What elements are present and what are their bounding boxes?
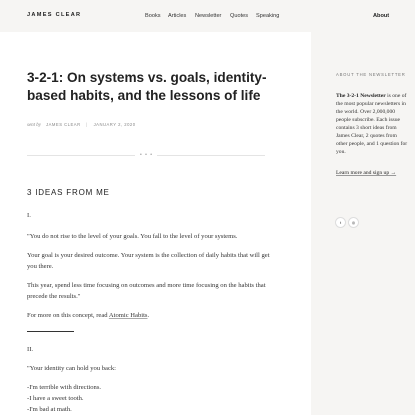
- idea-2-paragraph-1: "Your identity can hold you back:: [27, 365, 117, 372]
- sent-by-label: sent by: [27, 123, 42, 128]
- site-logo[interactable]: JAMES CLEAR: [27, 12, 82, 18]
- nav-quotes[interactable]: Quotes: [230, 13, 249, 19]
- sidebar-heading: ABOUT THE NEWSLETTER: [336, 72, 406, 77]
- divider-line-right: [157, 155, 265, 156]
- instagram-icon[interactable]: ◎: [348, 217, 359, 228]
- idea-1-paragraph-2: Your goal is your desired outcome. Your system is the collection of daily habits that will get you there.: [27, 252, 270, 270]
- section-divider: [27, 152, 265, 158]
- atomic-habits-link[interactable]: Atomic Habits: [108, 312, 148, 319]
- idea-1-numeral: I.: [27, 212, 31, 219]
- idea-2-list-item-2: -I have a sweet tooth.: [27, 395, 84, 402]
- nav-about[interactable]: About: [373, 13, 390, 19]
- author-name[interactable]: JAMES CLEAR: [46, 122, 81, 127]
- idea-2-list-item-1: -I'm terrible with directions.: [27, 384, 102, 391]
- divider-dots: • • •: [140, 152, 154, 158]
- idea-2-numeral: II.: [27, 346, 34, 353]
- newsletter-description: [336, 92, 409, 156]
- sidebar: [311, 32, 415, 415]
- article-title: 3-2-1: On systems vs. goals, identity-based habits, and the lessons of life: [27, 70, 267, 103]
- learn-more-link[interactable]: Learn more and sign up →: [336, 170, 397, 176]
- idea-1-paragraph-3: This year, spend less time focusing on outcomes and more time focusing on the habits that precede the results.": [27, 282, 266, 300]
- newsletter-name: The 3-2-1 Newsletter: [336, 93, 386, 99]
- meta-separator: |: [86, 122, 88, 127]
- read-more-suffix: .: [147, 312, 150, 319]
- idea-divider: [27, 331, 74, 332]
- nav-articles[interactable]: Articles: [168, 13, 187, 19]
- idea-1-paragraph-1: "You do not rise to the level of your goals. You fall to the level of your systems.: [27, 233, 238, 240]
- nav-newsletter[interactable]: Newsletter: [195, 13, 222, 19]
- newsletter-description-text: is one of the most popular newsletters in the world. Over 2,000,000 people subscribe. Each issue contains 3 short ideas from James Clear, 2 quotes from other people, and 1 question for you.: [336, 93, 408, 155]
- read-more-prefix: For more on this concept, read: [27, 312, 109, 319]
- nav-speaking[interactable]: Speaking: [256, 13, 280, 19]
- idea-2-list-item-3: -I'm bad at math.: [27, 406, 72, 413]
- section-heading: 3 IDEAS FROM ME: [27, 188, 110, 197]
- article-date: JANUARY 2, 2020: [93, 122, 136, 127]
- site-header: [0, 0, 415, 32]
- idea-1-paragraph-4: [27, 310, 272, 321]
- article-meta: [27, 122, 136, 128]
- nav-books[interactable]: Books: [145, 13, 161, 19]
- divider-line-left: [27, 155, 135, 156]
- twitter-icon[interactable]: t: [335, 217, 346, 228]
